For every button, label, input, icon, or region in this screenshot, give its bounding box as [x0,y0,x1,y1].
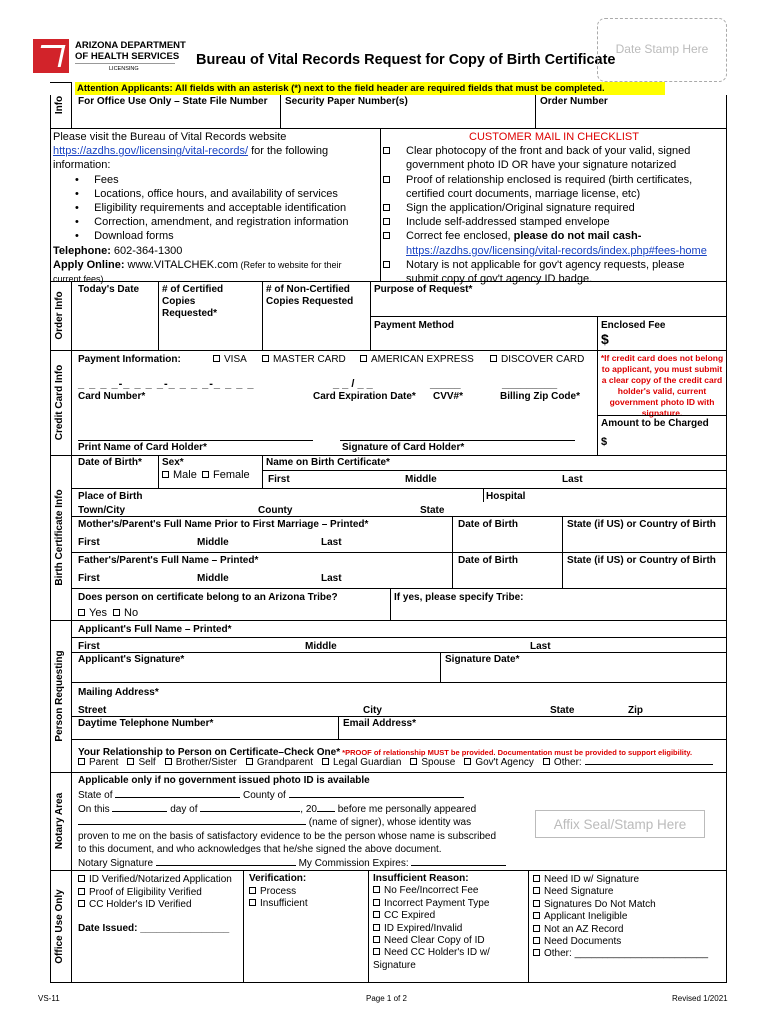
email-label: Email Address* [343,718,416,729]
section-order-label: Order Info [54,291,65,340]
notary-title: Applicable only if no government issued photo ID is available [78,775,370,786]
apply-online: Apply Online: www.VITALCHEK.com (Refer to website for their [53,258,342,271]
mother-first-label: First [78,537,100,548]
office-check[interactable]: Proof of Eligibility Verified [78,887,232,900]
payment-info-label: Payment Information: [78,354,181,365]
certified-copies-label: # of Certified Copies Requested* [162,284,224,319]
mail-checklist: CUSTOMER MAIL IN CHECKLIST Clear photocopy of the front and back of your valid, signed government photo ID OR have your signature notarized Proof of relationship enclosed is required (birth certificates, certified court documents, marriage license, etc) Sign the application/Original signature required Include self-addressed stamped envelope Correct fee enclosed, please do not mail cash- https://azdhs.gov/licensing/vital-records/index.php#fees-home Notary is not applicable for gov't agency requests, please submit copy of gov't agency ID badge. [383,130,725,286]
office-check[interactable]: Need Signature [533,886,708,898]
hospital-label: Hospital [486,491,526,502]
date-stamp-label: Date Stamp Here [615,42,709,56]
checklist-checkbox[interactable] [383,261,390,268]
card-number-field[interactable]: _ _ _ _-_ _ _ _-_ _ _ _-_ _ _ _ [78,378,255,390]
rel-parent-option[interactable]: Parent [78,757,118,768]
insufficient-reason-label: Insufficient Reason: [373,873,469,884]
section-info-label: Info [54,95,65,115]
mastercard-checkbox[interactable] [262,355,269,362]
relationship-label: Your Relationship to Person on Certificate–Check One* *PROOF of relationship MUST be provided. Documentation must be provided to support eligibility. [78,747,693,758]
tribe-no-checkbox[interactable] [113,609,120,616]
logo-line-2: OF HEALTH SERVICES [75,51,180,62]
office-check[interactable]: Need CC Holder's ID w/ Signature [373,947,490,971]
info-bullet: • Locations, office hours, and availability of services [75,187,338,200]
rel-grandparent-option[interactable]: Grandparent [246,757,313,768]
father-middle-label: Middle [197,573,229,584]
office-col-4 [533,874,708,961]
office-check[interactable]: Need Clear Copy of ID [373,935,523,947]
cert-middle-label: Middle [405,474,437,485]
rel-other-option[interactable]: Other: [543,757,713,768]
office-check[interactable]: ID Verified/Notarized Application [78,874,232,887]
info-line-1b: for the following [248,145,329,158]
city-label: City [363,705,382,716]
town-label: Town/City [78,505,126,516]
card-holder-signature-label: Signature of Card Holder* [342,442,465,453]
info-bullet: • Download forms [75,230,174,243]
applicant-middle-label: Middle [305,641,337,652]
office-check[interactable]: Process [249,886,308,899]
todays-date-label: Today's Date [78,284,140,295]
seal-label: Affix Seal/Stamp Here [553,817,687,832]
checklist-checkbox[interactable] [383,176,390,183]
notary-seal-box[interactable] [535,810,705,838]
tribe-yes-option[interactable]: Yes [78,607,107,619]
visa-checkbox[interactable] [213,355,220,362]
mother-last-label: Last [321,537,342,548]
date-stamp-box[interactable] [597,18,727,82]
office-check[interactable]: CC Expired [373,910,523,922]
card-holder-name-label: Print Name of Card Holder* [78,442,207,453]
tribe-no-option[interactable]: No [113,607,138,619]
cc-holder-note: *If credit card does not belong to applicant, you must submit a clear copy of the credit card holder's valid, current government photo ID with signature. [600,353,724,418]
father-state-label: State (if US) or Country of Birth [567,555,716,566]
checklist-title: CUSTOMER MAIL IN CHECKLIST [469,131,639,143]
section-notary-label: Notary Area [54,792,65,850]
office-check[interactable]: Insufficient [249,898,308,911]
office-order-number-label: Order Number [540,96,608,107]
cvv-field[interactable]: _____ [430,378,461,390]
office-check[interactable]: Signatures Do Not Match [533,899,708,911]
mother-name-label: Mother's/Parent's Full Name Prior to First Marriage – Printed* [78,519,369,530]
logo-line-1: ARIZONA DEPARTMENT [75,40,186,51]
info-bullet: • Correction, amendment, and registration information [75,216,349,229]
county-label: County [258,505,293,516]
office-check[interactable]: Not an AZ Record [533,924,708,936]
info-bullet: • Eligibility requirements and acceptable identification [75,202,347,215]
relationship-options [78,757,713,768]
checklist-checkbox[interactable] [383,147,390,154]
father-dob-label: Date of Birth [458,555,518,566]
tribe-question: Does person on certificate belong to an Arizona Tribe? [78,592,338,603]
section-cc-label: Credit Card Info [54,364,65,441]
form-title: Bureau of Vital Records Request for Copy of Birth Certificate [196,52,616,68]
name-on-cert-label: Name on Birth Certificate* [266,457,390,468]
page-number: Page 1 of 2 [366,994,407,1003]
date-issued-label: Date Issued: ________________ [78,922,230,934]
applicant-signature-label: Applicant's Signature* [78,654,185,665]
amex-checkbox[interactable] [360,355,367,362]
apply-note: current fees) [53,274,104,285]
office-check[interactable]: CC Holder's ID Verified [78,899,232,912]
zip-label: Zip [628,705,643,716]
website-link[interactable]: https://azdhs.gov/licensing/vital-records/ [53,145,249,158]
mother-middle-label: Middle [197,537,229,548]
enclosed-fee-label: Enclosed Fee [601,320,666,331]
office-col-3 [373,873,523,972]
office-check[interactable]: Need ID w/ Signature [533,874,708,886]
discover-option[interactable]: DISCOVER CARD [490,354,584,365]
checklist-checkbox[interactable] [383,204,390,211]
billing-zip-field[interactable]: _________ [502,378,558,390]
office-check[interactable]: ID Expired/Invalid [373,923,523,935]
female-checkbox[interactable] [202,471,209,478]
applicant-name-label: Applicant's Full Name – Printed* [78,624,232,635]
office-col-2 [249,873,308,911]
rel-guardian-option[interactable]: Legal Guardian [322,757,401,768]
telephone: Telephone: 602-364-1300 [53,244,183,257]
revision-date: Revised 1/2021 [672,994,728,1003]
section-person-label: Person Requesting [54,650,65,742]
sex-male-option[interactable]: Male [162,469,197,481]
mother-dob-label: Date of Birth [458,519,518,530]
purpose-label: Purpose of Request* [374,284,473,295]
office-check[interactable]: Applicant Ineligible [533,911,708,923]
cert-last-label: Last [562,474,583,485]
info-line-2: information: [53,159,111,172]
birth-state-label: State [420,505,445,516]
rel-sibling-option[interactable]: Brother/Sister [165,757,237,768]
signature-date-label: Signature Date* [445,654,520,665]
verification-label: Verification: [249,873,307,884]
billing-zip-label: Billing Zip Code* [500,391,580,402]
enclosed-fee-dollar: $ [601,331,609,347]
notary-text: State of County of On this day of , 20 before me personally appeared (name of signer), whose identity was proven to me on the basis of satisfactory evidence to be the person whose name is subscribed to this document, and who acknowledges that he/she signed the above document. Notary Signature My Commission Expires: [78,789,506,871]
father-first-label: First [78,573,100,584]
cvv-label: CVV#* [433,391,464,402]
office-file-number-label: For Office Use Only – State File Number [78,96,268,107]
amount-charged-dollar: $ [601,436,608,448]
rel-spouse-option[interactable]: Spouse [410,757,455,768]
info-line-1: Please visit the Bureau of Vital Records website [53,131,287,143]
card-expiration-field[interactable]: _ _ / _ _ [333,378,373,390]
amount-charged-label: Amount to be Charged [601,418,709,429]
applicant-first-label: First [78,641,100,652]
rel-agency-option[interactable]: Gov't Agency [464,757,534,768]
logo-line-3: LICENSING [109,66,139,72]
dob-label: Date of Birth* [78,457,142,468]
info-text [53,130,378,286]
discover-checkbox[interactable] [490,355,497,362]
male-checkbox[interactable] [162,471,169,478]
father-name-label: Father's/Parent's Full Name – Printed* [78,555,259,566]
mailing-address-label: Mailing Address* [78,687,159,698]
mother-state-label: State (if US) or Country of Birth [567,519,716,530]
office-col-1 [78,874,232,935]
mastercard-option[interactable]: MASTER CARD [262,354,346,365]
section-office-label: Office Use Only [54,889,65,964]
office-check[interactable]: No Fee/Incorrect Fee [373,885,523,897]
section-birth-label: Birth Certificate Info [54,489,65,586]
checklist-checkbox[interactable] [383,218,390,225]
office-security-paper-label: Security Paper Number(s) [285,96,408,107]
agency-logo [33,39,186,75]
office-check[interactable]: Need Documents [533,936,708,948]
fees-link[interactable]: https://azdhs.gov/licensing/vital-records/index.php#fees-home [406,244,707,257]
noncertified-copies-label: # of Non-Certified Copies Requested [266,284,354,307]
info-bullet: • Fees [75,173,119,186]
form-number: VS-11 [38,994,60,1003]
office-check[interactable]: Other: ________________________ [533,948,708,960]
tribe-yes-checkbox[interactable] [78,609,85,616]
cert-first-label: First [268,474,290,485]
office-check[interactable]: Incorrect Payment Type [373,898,523,910]
amex-option[interactable]: AMERICAN EXPRESS [360,354,474,365]
street-label: Street [78,705,107,716]
card-number-label: Card Number* [78,391,146,402]
payment-method-label: Payment Method [374,320,455,331]
card-expiration-label: Card Expiration Date* [313,391,416,402]
phone-label: Daytime Telephone Number* [78,718,214,729]
checklist-checkbox[interactable] [383,232,390,239]
tribe-specify-label: If yes, please specify Tribe: [394,592,524,603]
sex-female-option[interactable]: Female [202,469,250,481]
father-last-label: Last [321,573,342,584]
state-label: State [550,705,575,716]
visa-option[interactable]: VISA [213,354,247,365]
rel-self-option[interactable]: Self [127,757,155,768]
attention-banner: Attention Applicants: All fields with an asterisk (*) next to the field header are required fields that must be completed. [75,82,665,95]
sex-label: Sex* [162,457,184,468]
place-of-birth-label: Place of Birth [78,491,143,502]
applicant-last-label: Last [530,641,551,652]
